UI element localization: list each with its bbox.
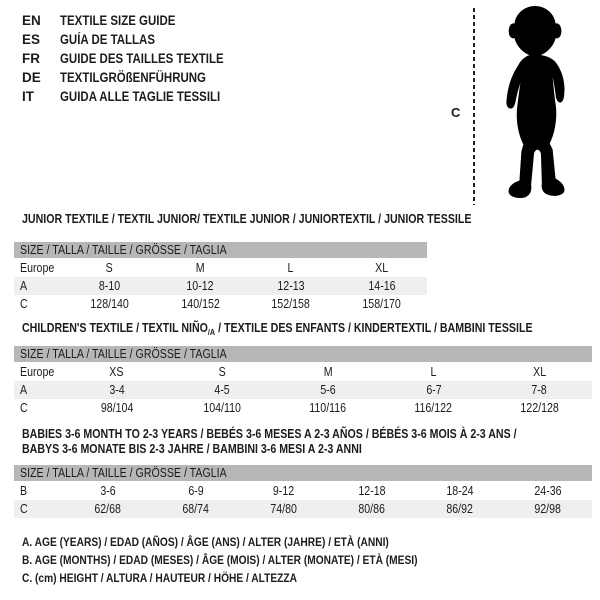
size-table-header: SIZE / TALLA / TAILLE / GRÖSSE / TAGLIA xyxy=(14,242,427,258)
size-cell: 122/128 xyxy=(519,401,559,415)
row-label: C xyxy=(20,401,28,415)
heading-subscript: /A xyxy=(207,327,216,337)
row-label: C xyxy=(20,502,28,516)
language-line xyxy=(22,87,253,106)
language-line xyxy=(22,11,253,30)
footnotes-block xyxy=(22,535,487,589)
language-code: ES xyxy=(22,32,41,47)
junior-section-heading: JUNIOR TEXTILE / TEXTIL JUNIOR/ TEXTILE JUNIOR / JUNIORTEXTIL / JUNIOR TESSILE xyxy=(22,212,472,226)
junior-size-table xyxy=(14,242,427,313)
size-cell: M xyxy=(323,365,333,379)
language-line xyxy=(22,68,253,87)
size-cell: 12-13 xyxy=(277,279,305,293)
size-cell: 128/140 xyxy=(90,297,129,311)
babies-size-table xyxy=(14,465,592,518)
size-cell: 86/92 xyxy=(446,502,474,516)
language-title: GUIDA ALLE TAGLIE TESSILI xyxy=(60,89,221,104)
size-cell: 5-6 xyxy=(320,383,336,397)
language-title: TEXTILE SIZE GUIDE xyxy=(60,13,176,28)
height-measure-label: C xyxy=(451,105,461,120)
row-europe xyxy=(14,259,427,277)
row-label: B xyxy=(20,484,28,498)
language-code: FR xyxy=(22,51,40,66)
size-cell: S xyxy=(105,261,113,275)
size-cell: XS xyxy=(109,365,124,379)
row-label: A xyxy=(20,383,28,397)
size-cell: 110/116 xyxy=(309,401,347,415)
row-a xyxy=(14,381,592,399)
size-cell: 140/152 xyxy=(180,297,220,311)
language-title: GUÍA DE TALLAS xyxy=(60,32,155,47)
size-cell: M xyxy=(195,261,205,275)
size-cell: 116/122 xyxy=(414,401,453,415)
size-table-header: SIZE / TALLA / TAILLE / GRÖSSE / TAGLIA xyxy=(14,346,592,362)
row-c xyxy=(14,295,427,313)
row-b xyxy=(14,482,592,500)
size-cell: 3-6 xyxy=(100,484,116,498)
size-cell: XL xyxy=(375,261,389,275)
size-cell: 7-8 xyxy=(531,383,547,397)
language-code: IT xyxy=(22,89,34,104)
footnote-b: B. AGE (MONTHS) / EDAD (MESES) / ÂGE (MOIS) / ALTER (MONATE) / ETÀ (MESI) xyxy=(22,553,418,567)
size-cell: 92/98 xyxy=(534,502,562,516)
size-cell: 80/86 xyxy=(358,502,386,516)
language-code: EN xyxy=(22,13,41,28)
size-cell: 4-5 xyxy=(214,383,231,397)
size-cell: 24-36 xyxy=(534,484,562,498)
size-cell: 74/80 xyxy=(270,502,298,516)
size-cell: 18-24 xyxy=(446,484,474,498)
row-label: Europe xyxy=(20,365,55,379)
row-label: Europe xyxy=(20,261,55,275)
size-cell: 98/104 xyxy=(100,401,134,415)
language-line xyxy=(22,30,253,49)
size-cell: L xyxy=(287,261,294,275)
size-cell: 3-4 xyxy=(109,383,125,397)
size-cell: 14-16 xyxy=(368,279,396,293)
size-cell: 10-12 xyxy=(186,279,214,293)
size-cell: S xyxy=(218,365,226,379)
language-title-block xyxy=(22,11,253,106)
language-title: GUIDE DES TAILLES TEXTILE xyxy=(60,51,224,66)
size-cell: 158/170 xyxy=(362,297,401,311)
size-cell: 6-9 xyxy=(188,484,204,498)
language-line xyxy=(22,49,253,68)
children-section-heading: CHILDREN'S TEXTILE / TEXTIL $NIÑO_{/A}$ / TEXTILE DES ENFANTS / KINDERTEXTIL / BAMBINI TESSILE xyxy=(22,321,533,337)
row-label: A xyxy=(20,279,28,293)
row-label: C xyxy=(20,297,28,311)
footnote-a: A. AGE (YEARS) / EDAD (AÑOS) / ÂGE (ANS) / ALTER (JAHRE) / ETÀ (ANNI) xyxy=(22,535,389,549)
height-measure-dashed-line xyxy=(473,8,475,205)
row-c xyxy=(14,500,592,518)
footnote-c: C. (cm) HEIGHT / ALTURA / HAUTEUR / HÖHE / ALTEZZA xyxy=(22,571,298,585)
babies-section-heading: BABIES 3-6 MONTH TO 2-3 YEARS / BEBÉS 3-6 MESES A 2-3 AÑOS / BÉBÉS 3-6 MOIS À 2-3 ANS / BABYS 3-6 MONATE BIS 2-3 JAHRE / BAMBINI 3-6 MESI A 2-3 ANNI xyxy=(22,427,517,456)
size-cell: L xyxy=(430,365,437,379)
size-cell: 62/68 xyxy=(94,502,122,516)
language-code: DE xyxy=(22,70,41,85)
row-europe xyxy=(14,363,592,381)
language-title: TEXTILGRÖßENFÜHRUNG xyxy=(60,70,206,85)
size-cell: 8-10 xyxy=(98,279,121,293)
size-cell: 6-7 xyxy=(425,383,442,397)
size-cell: XL xyxy=(532,365,546,379)
size-cell: 68/74 xyxy=(182,502,210,516)
size-table-header: SIZE / TALLA / TAILLE / GRÖSSE / TAGLIA xyxy=(14,465,592,481)
baby-silhouette-icon xyxy=(487,5,587,205)
baby-silhouette-figure xyxy=(487,5,587,205)
row-c xyxy=(14,399,592,417)
size-cell: 12-18 xyxy=(358,484,386,498)
size-cell: 152/158 xyxy=(271,297,311,311)
size-cell: 9-12 xyxy=(273,484,295,498)
row-a xyxy=(14,277,427,295)
children-size-table xyxy=(14,346,592,417)
size-cell: 104/110 xyxy=(203,401,242,415)
